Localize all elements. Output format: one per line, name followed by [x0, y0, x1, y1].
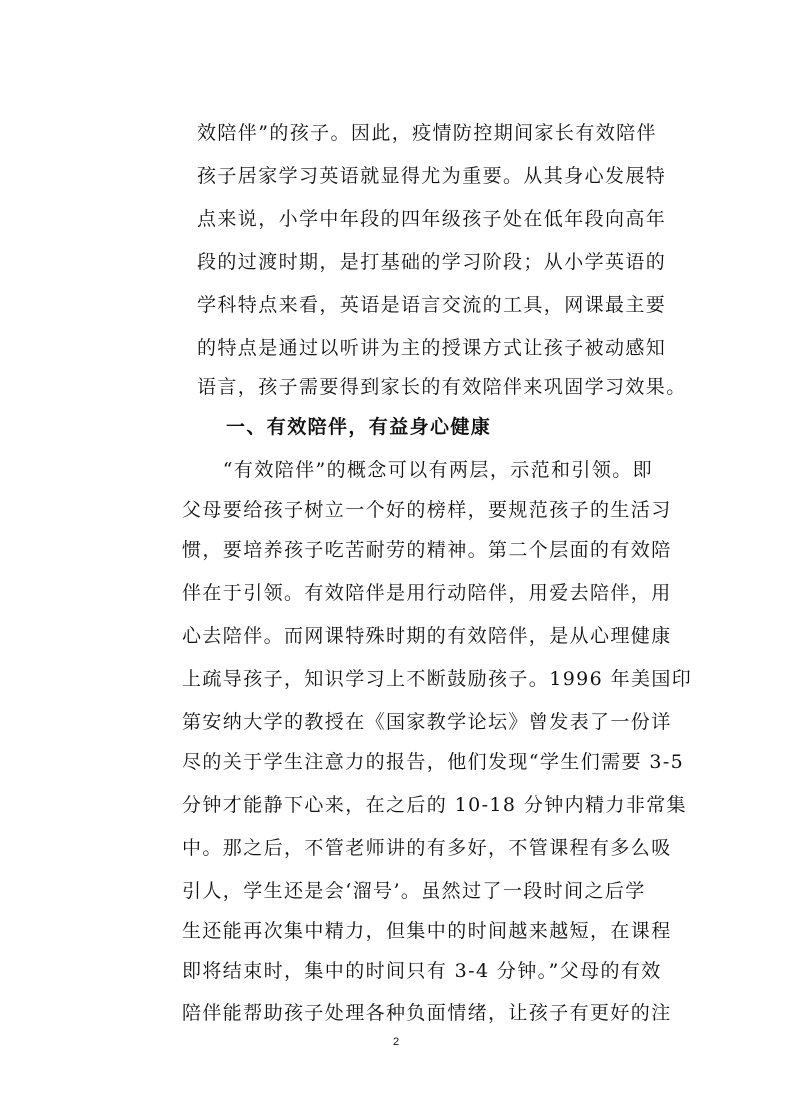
text-line: 点来说，小学中年段的四年级孩子处在低年段向高年 [197, 208, 667, 230]
text-line: 上疏导孩子，知识学习上不断鼓励孩子。1996 年美国印 [182, 668, 693, 690]
text-line: 效陪伴”的孩子。因此，疫情防控期间家长有效陪伴 [197, 122, 657, 144]
text-line: 即将结束时，集中的时间只有 3-4 分钟。”父母的有效 [182, 960, 662, 982]
text-line: 陪伴能帮助孩子处理各种负面情绪，让孩子有更好的注 [182, 1002, 672, 1024]
text-line: 分钟才能静下心来，在之后的 10-18 分钟内精力非常集 [182, 794, 688, 816]
text-line: 段的过渡时期，是打基础的学习阶段；从小学英语的 [197, 251, 667, 273]
text-line: 生还能再次集中精力，但集中的时间越来越短，在课程 [182, 920, 672, 942]
text-line: 的特点是通过以听讲为主的授课方式让孩子被动感知 [197, 337, 667, 359]
text-line: 学科特点来看，英语是语言交流的工具，网课最主要 [197, 294, 667, 316]
text-line: 心去陪伴。而网课特殊时期的有效陪伴，是从心理健康 [182, 625, 672, 647]
text-line: “有效陪伴”的概念可以有两层，示范和引领。即 [182, 459, 654, 481]
text-line: 引人，学生还是会‘溜号’。虽然过了一段时间之后学 [182, 880, 646, 902]
text-line: 中。那之后，不管老师讲的有多好，不管课程有多么吸 [182, 837, 672, 859]
text-line: 第安纳大学的教授在《国家教学论坛》曾发表了一份详 [182, 711, 672, 733]
text-line: 语言，孩子需要得到家长的有效陪伴来巩固学习效果。 [197, 376, 687, 398]
page-number: 2 [392, 1036, 400, 1048]
text-line: 孩子居家学习英语就显得尤为重要。从其身心发展特 [197, 165, 667, 187]
text-line: 尽的关于学生注意力的报告，他们发现“学生们需要 3-5 [182, 751, 685, 773]
text-line: 伴在于引领。有效陪伴是用行动陪伴，用爱去陪伴，用 [182, 582, 672, 604]
text-line: 惯，要培养孩子吃苦耐劳的精神。第二个层面的有效陪 [182, 539, 672, 561]
text-line: 父母要给孩子树立一个好的榜样，要规范孩子的生活习 [182, 499, 672, 521]
section-heading: 一、有效陪伴，有益身心健康 [226, 416, 492, 438]
